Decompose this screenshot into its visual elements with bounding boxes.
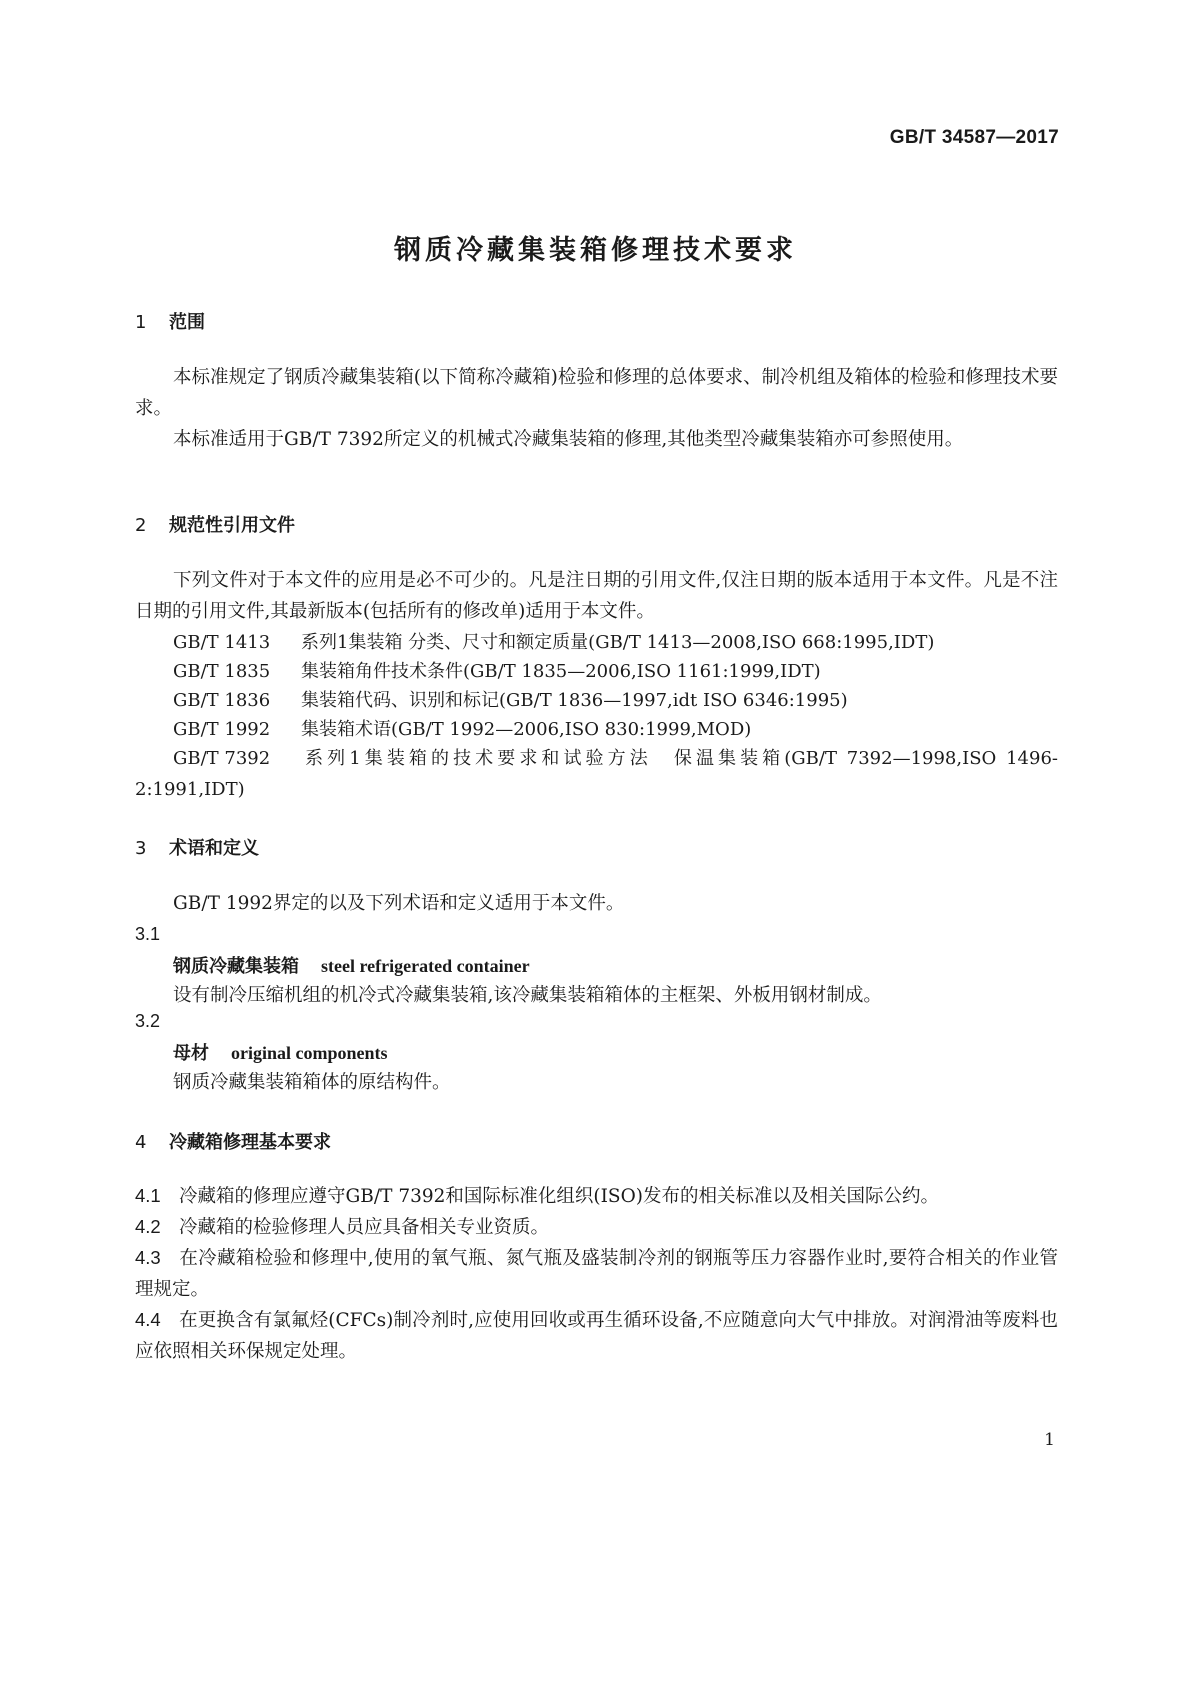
section-title: 术语和定义 [169,838,259,859]
term-name-en: steel refrigerated container [321,956,530,976]
reference-item [135,656,1058,687]
requirement-item [135,1180,1058,1212]
document-title: 钢质冷藏集装箱修理技术要求 [394,235,797,266]
section-heading-terms [135,834,259,860]
section-title: 规范性引用文件 [169,515,295,536]
term-definition: 钢质冷藏集装箱箱体的原结构件。 [173,1072,451,1093]
section-number: 2 [135,515,147,536]
scope-paragraph-1: 本标准规定了钢质冷藏集装箱(以下简称冷藏箱)检验和修理的总体要求、制冷机组及箱体的检验和修理技术要求。 [135,367,1058,419]
reference-code: GB/T 1835 [173,661,271,682]
requirement-item [135,1242,1058,1305]
term-name [173,952,530,978]
requirement-number: 4.4 [135,1309,161,1330]
term-number: 3.1 [135,924,161,944]
requirement-number: 4.2 [135,1216,161,1237]
reference-text: 集装箱代码、识别和标记(GB/T 1836—1997,idt ISO 6346:1995) [301,690,848,711]
requirement-item [135,1304,1058,1367]
normative-intro: 下列文件对于本文件的应用是必不可少的。凡是注日期的引用文件,仅注日期的版本适用于本文件。凡是不注日期的引用文件,其最新版本(包括所有的修改单)适用于本文件。 [135,570,1058,622]
reference-code: GB/T 1992 [173,719,271,740]
document-id: GB/T 34587—2017 [889,127,1059,148]
terms-intro: GB/T 1992界定的以及下列术语和定义适用于本文件。 [173,893,625,914]
section-title: 范围 [169,312,205,333]
term-name-zh: 母材 [173,1043,209,1064]
term-name-en: original components [231,1043,388,1063]
reference-code: GB/T 7392 [173,748,271,769]
reference-text: 集装箱角件技术条件(GB/T 1835—2006,ISO 1161:1999,IDT) [301,661,821,682]
reference-item [135,743,1058,805]
requirement-text: 冷藏箱的检验修理人员应具备相关专业资质。 [179,1217,550,1238]
section-heading-normative-references [135,511,295,537]
reference-item [135,627,1058,658]
page-number: 1 [1044,1430,1055,1450]
section-heading-scope [135,308,205,334]
section-number: 3 [135,838,147,859]
requirement-text: 在冷藏箱检验和修理中,使用的氧气瓶、氮气瓶及盛装制冷剂的钢瓶等压力容器作业时,要符合相关的作业管理规定。 [135,1248,1058,1300]
scope-paragraph-2: 本标准适用于GB/T 7392所定义的机械式冷藏集装箱的修理,其他类型冷藏集装箱亦可参照使用。 [173,429,964,450]
section-title: 冷藏箱修理基本要求 [169,1132,331,1153]
reference-code: GB/T 1836 [173,690,271,711]
requirement-text: 在更换含有氯氟烃(CFCs)制冷剂时,应使用回收或再生循环设备,不应随意向大气中排放。对润滑油等废料也应依照相关环保规定处理。 [135,1310,1058,1362]
reference-code: GB/T 1413 [173,632,271,653]
section-number: 4 [135,1132,147,1153]
section-number: 1 [135,312,147,333]
requirement-number: 4.3 [135,1247,161,1268]
reference-item [135,714,1058,745]
reference-item [135,685,1058,716]
requirement-item [135,1211,1058,1243]
reference-text: 系列1集装箱的技术要求和试验方法 保温集装箱(GB/T 7392—1998,ISO 1496-2:1991,IDT) [135,748,1058,800]
term-name-zh: 钢质冷藏集装箱 [173,956,299,977]
requirement-number: 4.1 [135,1185,161,1206]
section-heading-requirements [135,1128,331,1154]
term-definition: 设有制冷压缩机组的机冷式冷藏集装箱,该冷藏集装箱箱体的主框架、外板用钢材制成。 [173,985,882,1006]
term-number: 3.2 [135,1011,161,1031]
reference-text: 系列1集装箱 分类、尺寸和额定质量(GB/T 1413—2008,ISO 668:1995,IDT) [301,632,935,653]
reference-text: 集装箱术语(GB/T 1992—2006,ISO 830:1999,MOD) [301,719,752,740]
requirement-text: 冷藏箱的修理应遵守GB/T 7392和国际标准化组织(ISO)发布的相关标准以及相关国际公约。 [179,1186,939,1207]
term-name [173,1039,388,1065]
